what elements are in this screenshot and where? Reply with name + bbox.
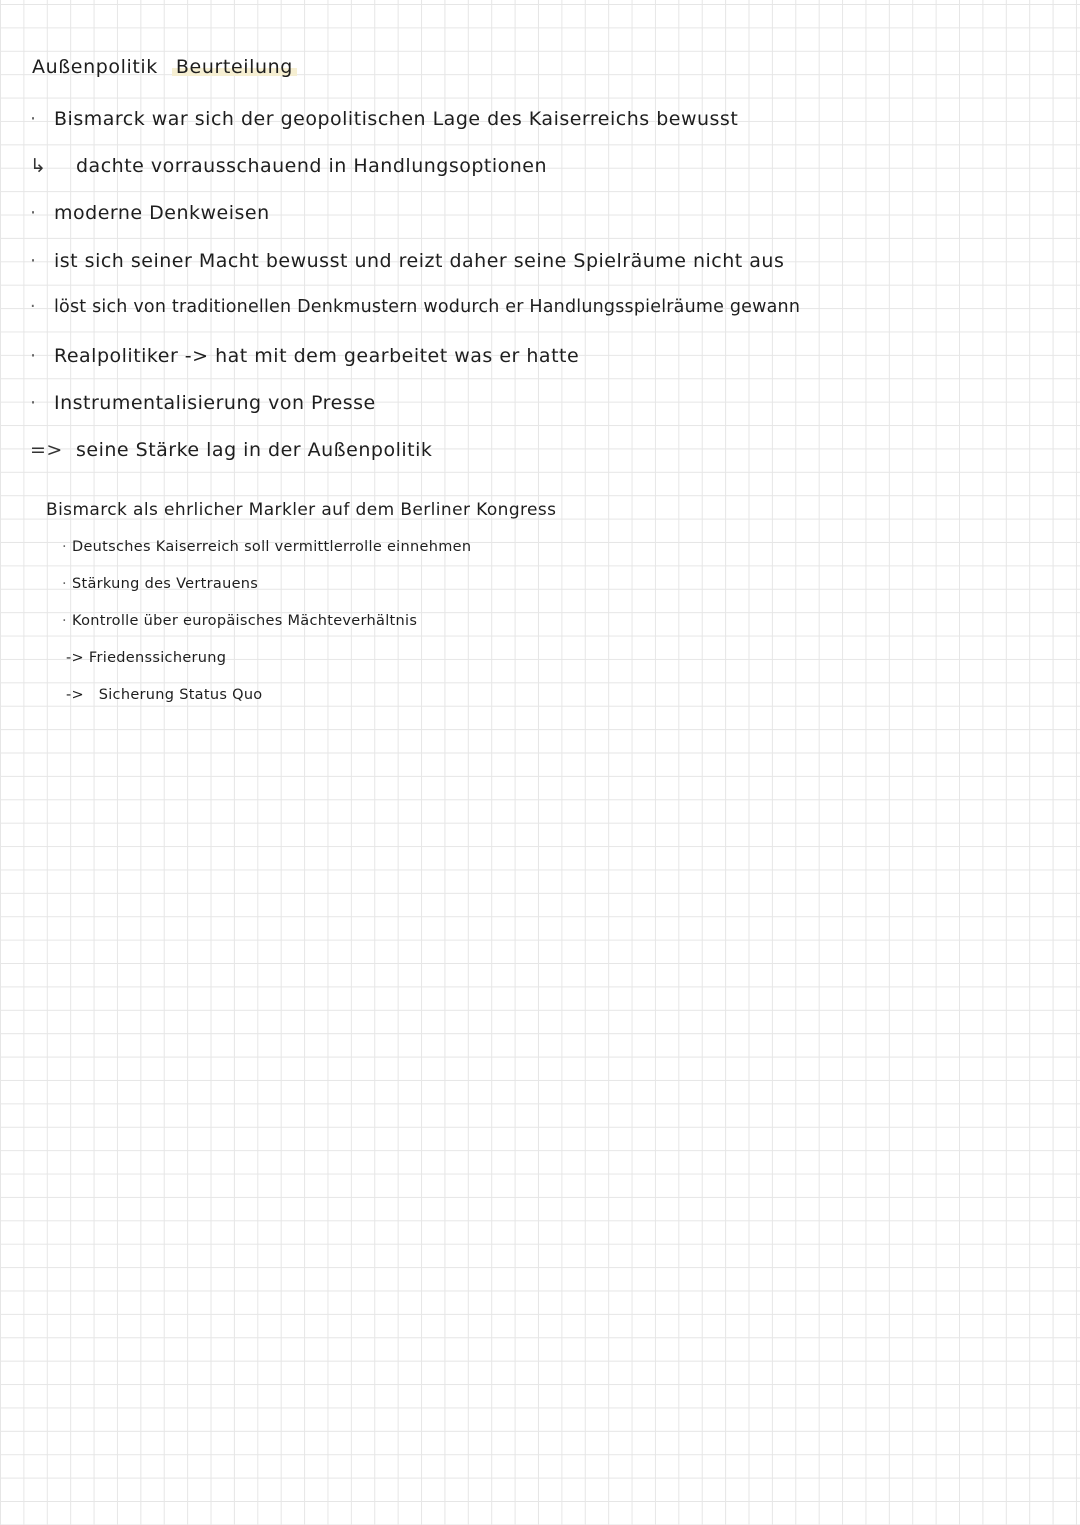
note-line-3 [30, 202, 270, 224]
note-line-5 [30, 297, 800, 317]
note-line-6 [30, 345, 579, 367]
note-text: Realpolitiker -> hat mit dem gearbeitet was er hatte [54, 345, 580, 367]
note-text: Friedenssicherung [88, 650, 227, 666]
sub-note-line-5 [66, 687, 262, 703]
title-word-2-highlighted: Beurteilung [172, 56, 297, 78]
note-line-7 [30, 392, 376, 414]
note-text: Sicherung Status Quo [98, 687, 263, 703]
section2-heading: Bismarck als ehrlicher Markler auf dem Berliner Kongress [46, 500, 557, 520]
note-line-8-conclusion [30, 439, 432, 461]
sub-note-line-1 [62, 539, 471, 555]
sub-note-line-4 [66, 650, 226, 666]
arrow-icon: -> [66, 650, 84, 666]
arrow-icon: -> [66, 687, 84, 703]
bullet-dot: · [30, 297, 36, 317]
title-word-1: Außenpolitik [32, 56, 158, 78]
note-text: Kontrolle über europäisches Mächteverhältnis [72, 613, 418, 629]
note-text: ist sich seiner Macht bewusst und reizt daher seine Spielräume nicht aus [54, 250, 785, 272]
note-line-2 [30, 155, 547, 177]
page-title [32, 56, 297, 78]
double-arrow-icon: => [30, 439, 63, 461]
note-line-4 [30, 250, 784, 272]
note-text: Bismarck war sich der geopolitischen Lage des Kaiserreichs bewusst [54, 108, 739, 130]
bullet-dot: · [30, 392, 37, 414]
bullet-dot: · [30, 345, 37, 367]
note-text: seine Stärke lag in der Außenpolitik [76, 439, 433, 461]
note-text: moderne Denkweisen [54, 202, 270, 224]
bullet-dot: · [62, 613, 67, 629]
bullet-dot: · [62, 539, 67, 555]
note-line-1 [30, 108, 738, 130]
sub-note-line-2 [62, 576, 258, 592]
note-text: Stärkung des Vertrauens [72, 576, 259, 592]
note-text: Deutsches Kaiserreich soll vermittlerrolle einnehmen [72, 539, 472, 555]
arrow-hook-icon: ↳ [30, 155, 47, 177]
bullet-dot: · [62, 576, 67, 592]
note-text: Instrumentalisierung von Presse [54, 392, 376, 414]
sub-note-line-3 [62, 613, 417, 629]
bullet-dot: · [30, 250, 37, 272]
bullet-dot: · [30, 202, 37, 224]
note-text: löst sich von traditionellen Denkmustern wodurch er Handlungsspielräume gewann [54, 297, 801, 317]
note-text: dachte vorrausschauend in Handlungsoptionen [76, 155, 548, 177]
bullet-dot: · [30, 108, 37, 130]
